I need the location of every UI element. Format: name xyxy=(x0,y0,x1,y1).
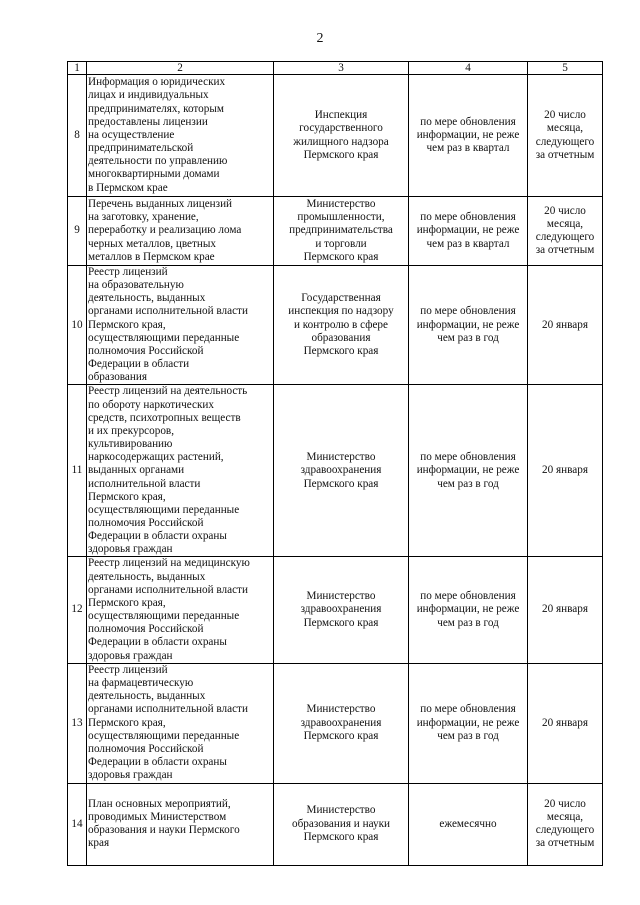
row-deadline: 20 число месяца, следующего за отчетным xyxy=(535,797,595,850)
page-number: 2 xyxy=(316,31,324,46)
row-name: Реестр лицензий на фармацевтическую деятельность, выданных органами исполнительной власти Пермского края, осуществляющими переданные полномочия Российской Федерации в области охраны здоровья граждан xyxy=(88,663,248,782)
row-name: Реестр лицензий на деятельность по обороту наркотических средств, психотропных веществ и их прекурсоров, культивированию наркосодержащих растений, выданных органами исполнительной власти Пермского края, осуществляющими переданные полномочия Российской Федерации в области охраны здоровья граждан xyxy=(88,385,248,556)
table-row xyxy=(68,266,603,385)
row-organization: Инспекция государственного жилищного надзора Пермского края xyxy=(293,109,389,161)
row-deadline: 20 января xyxy=(542,464,588,477)
row-frequency: ежемесячно xyxy=(439,817,497,830)
table-row xyxy=(68,197,603,266)
row-deadline: 20 января xyxy=(542,716,588,729)
row-number: 13 xyxy=(68,663,87,783)
row-number: 11 xyxy=(68,385,87,557)
row-deadline: 20 число месяца, следующего за отчетным xyxy=(535,204,595,257)
row-organization: Министерство промышленности, предпринимательства и торговли Пермского края xyxy=(289,198,393,263)
table-row xyxy=(68,385,603,557)
column-header: 5 xyxy=(528,62,603,75)
row-frequency: по мере обновления информации, не реже чем раз в квартал xyxy=(416,211,520,250)
row-organization: Министерство образования и науки Пермского края xyxy=(292,804,390,843)
row-deadline: 20 января xyxy=(542,603,588,616)
row-deadline: 20 января xyxy=(542,318,588,331)
row-frequency: по мере обновления информации, не реже чем раз в год xyxy=(416,451,520,490)
row-name: Реестр лицензий на медицинскую деятельность, выданных органами исполнительной власти Пермского края, осуществляющими переданные полномочия Российской Федерации в области охраны здоровья граждан xyxy=(88,557,250,662)
row-organization: Государственная инспекция по надзору и контролю в сфере образования Пермского края xyxy=(288,292,394,357)
row-deadline: 20 число месяца, следующего за отчетным xyxy=(535,109,595,161)
row-name: Перечень выданных лицензий на заготовку, хранение, переработку и реализацию лома черных металлов, цветных металлов в Пермском крае xyxy=(88,198,242,263)
column-header: 4 xyxy=(409,62,528,75)
table-row xyxy=(68,663,603,783)
table-row xyxy=(68,557,603,663)
row-frequency: по мере обновления информации, не реже чем раз в год xyxy=(416,305,520,344)
column-header: 3 xyxy=(274,62,409,75)
license-registry-table xyxy=(67,61,603,866)
table-row xyxy=(68,75,603,197)
table-row xyxy=(68,783,603,865)
column-header: 1 xyxy=(68,62,87,75)
row-frequency: по мере обновления информации, не реже чем раз в год xyxy=(416,590,520,629)
row-name: Реестр лицензий на образовательную деятельность, выданных органами исполнительной власти Пермского края, осуществляющими переданные полномочия Российской Федерации в области образования xyxy=(88,266,248,384)
row-frequency: по мере обновления информации, не реже чем раз в год xyxy=(416,703,520,742)
row-number: 12 xyxy=(68,557,87,663)
row-number: 10 xyxy=(68,266,87,385)
row-name: Информация о юридических лицах и индивидуальных предпринимателях, которым предоставлены лицензии на осуществление предпринимательской деятельности по управлению многоквартирными домами в Пермском крае xyxy=(88,76,228,194)
row-organization: Министерство здравоохранения Пермского края xyxy=(300,590,382,629)
row-number: 8 xyxy=(68,75,87,197)
row-number: 9 xyxy=(68,197,87,266)
row-frequency: по мере обновления информации, не реже чем раз в квартал xyxy=(416,115,520,155)
row-organization: Министерство здравоохранения Пермского края xyxy=(300,451,382,490)
row-name: План основных мероприятий, проводимых Министерством образования и науки Пермского края xyxy=(88,797,240,850)
table-header-row xyxy=(68,62,603,75)
row-number: 14 xyxy=(68,783,87,865)
column-header: 2 xyxy=(87,62,274,75)
row-organization: Министерство здравоохранения Пермского края xyxy=(300,703,382,742)
